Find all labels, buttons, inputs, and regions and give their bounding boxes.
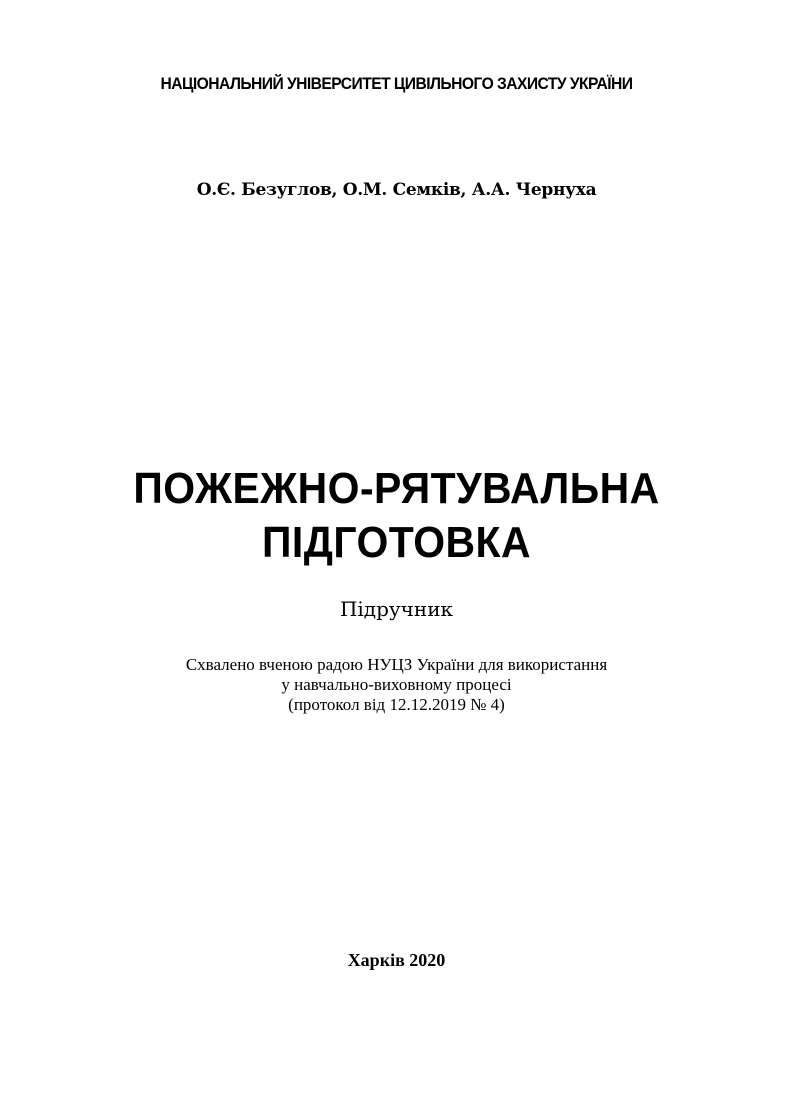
book-type: Підручник [339,597,454,621]
city-year: Харків 2020 [347,950,446,970]
book-title [28,462,765,570]
book-title-line-1: ПОЖЕЖНО-РЯТУВАЛЬНА [133,464,660,513]
institution-name: НАЦІОНАЛЬНИЙ УНІВЕРСИТЕТ ЦИВІЛЬНОГО ЗАХИСТУ УКРАЇНИ [160,74,633,93]
approval-note [0,655,793,715]
approval-line-2: у навчально-виховному процесі [281,675,512,694]
approval-line-3: (протокол від 12.12.2019 № 4) [288,695,505,714]
book-title-line-2: ПІДГОТОВКА [262,518,531,567]
approval-line-1: Схвалено вченою радою НУЦЗ України для використання [185,655,608,674]
authors-line: О.Є. Безуглов, О.М. Семків, А.А. Чернуха [196,180,597,200]
